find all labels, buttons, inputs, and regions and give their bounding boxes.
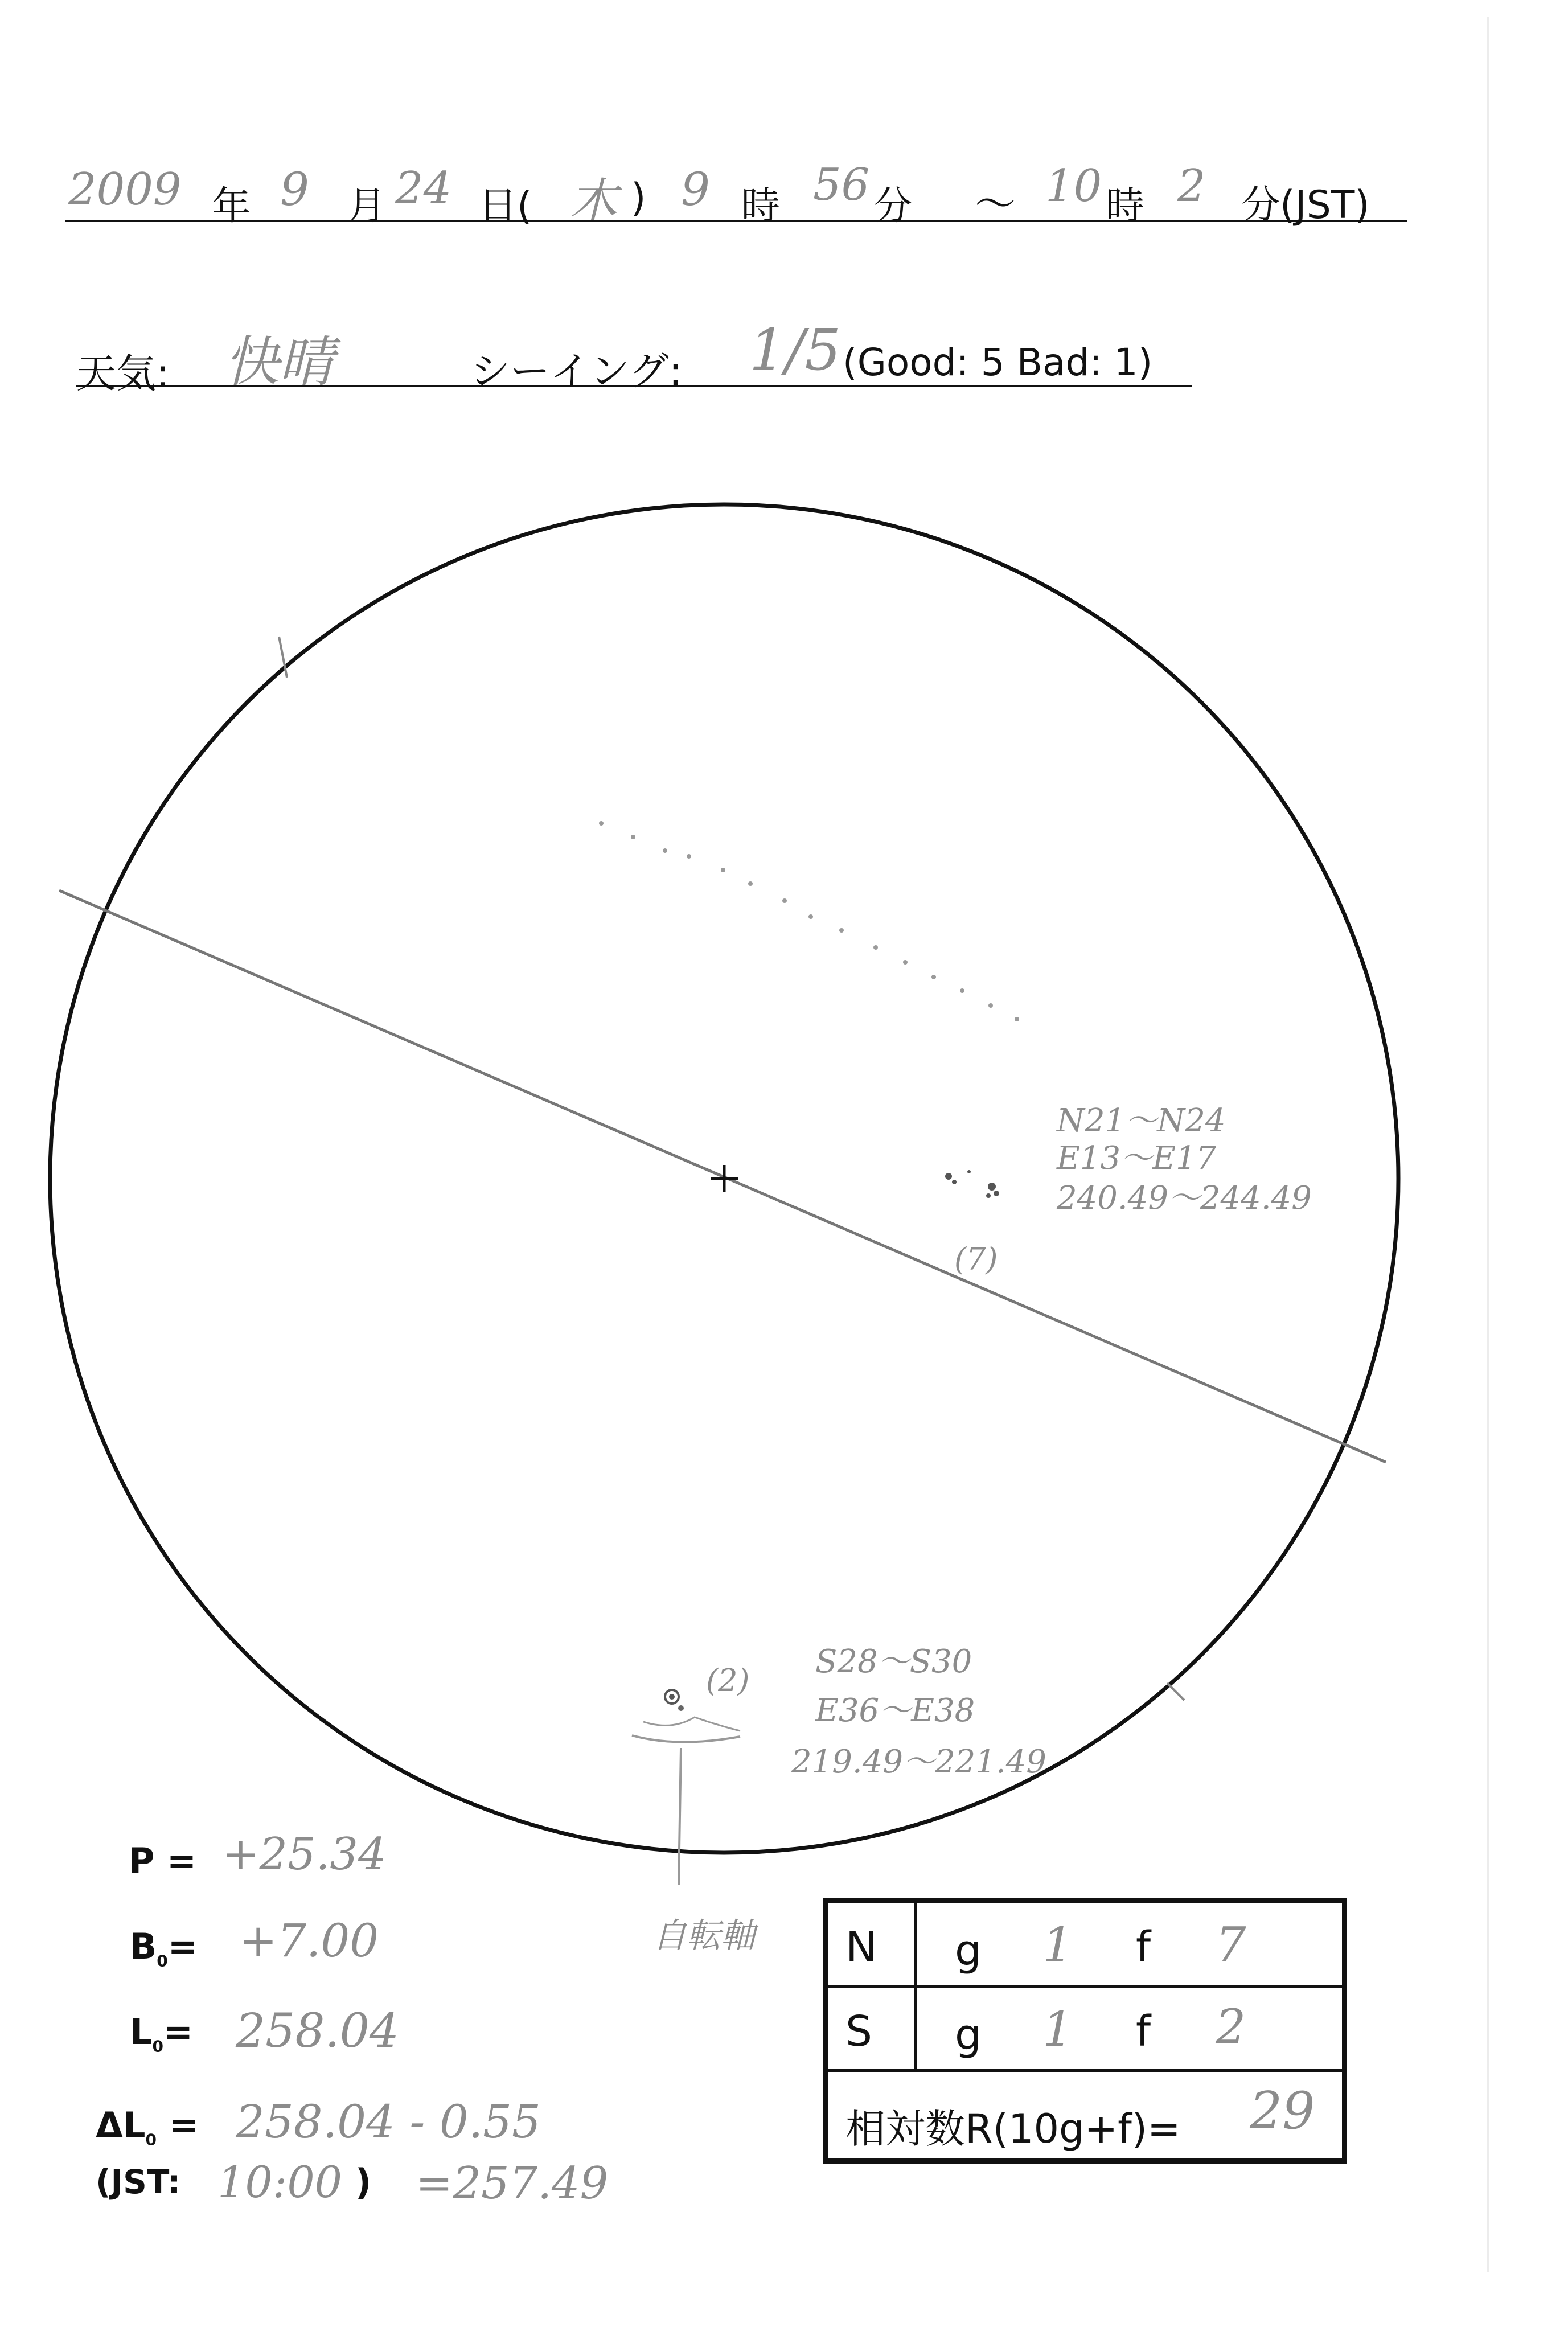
- north-row: [828, 1903, 1342, 1988]
- delta-l0-result: =257.49: [416, 2158, 609, 2209]
- south-group-latitude: S28～S30: [815, 1643, 972, 1680]
- north-f-value: 7: [1216, 1917, 1246, 1973]
- l0-label: $L_0=$: [130, 2011, 193, 2056]
- weather-value: 快晴: [224, 330, 334, 394]
- north-group-latitude: N21～N24: [1057, 1102, 1226, 1139]
- north-f-label: f: [1136, 1923, 1151, 1972]
- sunspot-count-table: [823, 1898, 1347, 2164]
- seeing-value: 1/5: [749, 317, 841, 383]
- weekday-close: ): [631, 175, 646, 220]
- north-group-count: (7): [954, 1241, 998, 1277]
- jst-close: ): [355, 2161, 372, 2203]
- delta-l0-value: 258.04 - 0.55: [236, 2095, 541, 2148]
- dotted-guide: [599, 821, 1019, 1021]
- seeing-label: シーイング:: [470, 348, 683, 395]
- rotation-axis-note: 自転軸: [652, 1916, 755, 1956]
- south-f-label: f: [1136, 2007, 1151, 2056]
- south-group-count: (2): [706, 1663, 750, 1698]
- l0-value: 258.04: [236, 2004, 399, 2058]
- start-hour-unit: 時: [741, 184, 781, 229]
- seeing-scale: (Good: 5 Bad: 1): [843, 340, 1153, 384]
- north-sunspot-group: [945, 1170, 999, 1198]
- b0-value: +7.00: [239, 1914, 379, 1967]
- end-hour-unit: 時: [1106, 184, 1145, 229]
- tilde: ～: [975, 180, 1016, 228]
- day-value: 24: [395, 163, 452, 214]
- south-g-value: 1: [1042, 2001, 1073, 2057]
- south-tick-mark: [1167, 1683, 1184, 1700]
- weather-label: 天気:: [76, 350, 170, 397]
- jst-value: 10:00: [217, 2157, 343, 2207]
- end-minute-unit-tz: 分(JST): [1241, 183, 1370, 228]
- start-minute-unit: 分: [873, 184, 913, 229]
- weekday-value: 木: [569, 173, 618, 229]
- p-value: +25.34: [222, 1829, 387, 1880]
- start-minute-value: 56: [813, 159, 870, 211]
- start-hour-value: 9: [681, 163, 710, 216]
- south-group-longitude: 219.49～221.49: [791, 1743, 1046, 1780]
- north-label: N: [845, 1923, 877, 1972]
- rotation-axis-line: [679, 1748, 681, 1885]
- end-minute-value: 2: [1177, 161, 1206, 212]
- p-label: P =: [129, 1840, 196, 1882]
- relative-number-label: 相対数R(10g+f)=: [845, 2106, 1181, 2152]
- south-group-east: E36～E38: [815, 1692, 975, 1729]
- delta-l0-label: $\Delta L_0$ =: [96, 2104, 199, 2149]
- jst-label: (JST:: [96, 2162, 181, 2201]
- month-value: 9: [280, 163, 309, 216]
- day-unit: 日(: [478, 184, 532, 229]
- south-row: [828, 1988, 1342, 2072]
- b0-label: $B_0=$: [130, 1926, 198, 1971]
- month-unit: 月: [347, 184, 387, 229]
- south-g-label: g: [955, 2010, 982, 2059]
- north-group-east: E13～E17: [1057, 1140, 1217, 1177]
- south-label: S: [845, 2007, 872, 2056]
- hemisphere-column-divider: [914, 1903, 917, 2072]
- rotation-axis-crossbar: [632, 1735, 740, 1742]
- year-value: 2009: [68, 164, 182, 215]
- end-hour-value: 10: [1045, 161, 1102, 212]
- north-g-value: 1: [1042, 1917, 1073, 1973]
- north-g-label: g: [955, 1926, 982, 1975]
- relative-number-value: 29: [1250, 2081, 1315, 2141]
- year-unit: 年: [212, 184, 251, 229]
- north-group-longitude: 240.49～244.49: [1057, 1180, 1312, 1217]
- south-f-value: 2: [1216, 1999, 1246, 2055]
